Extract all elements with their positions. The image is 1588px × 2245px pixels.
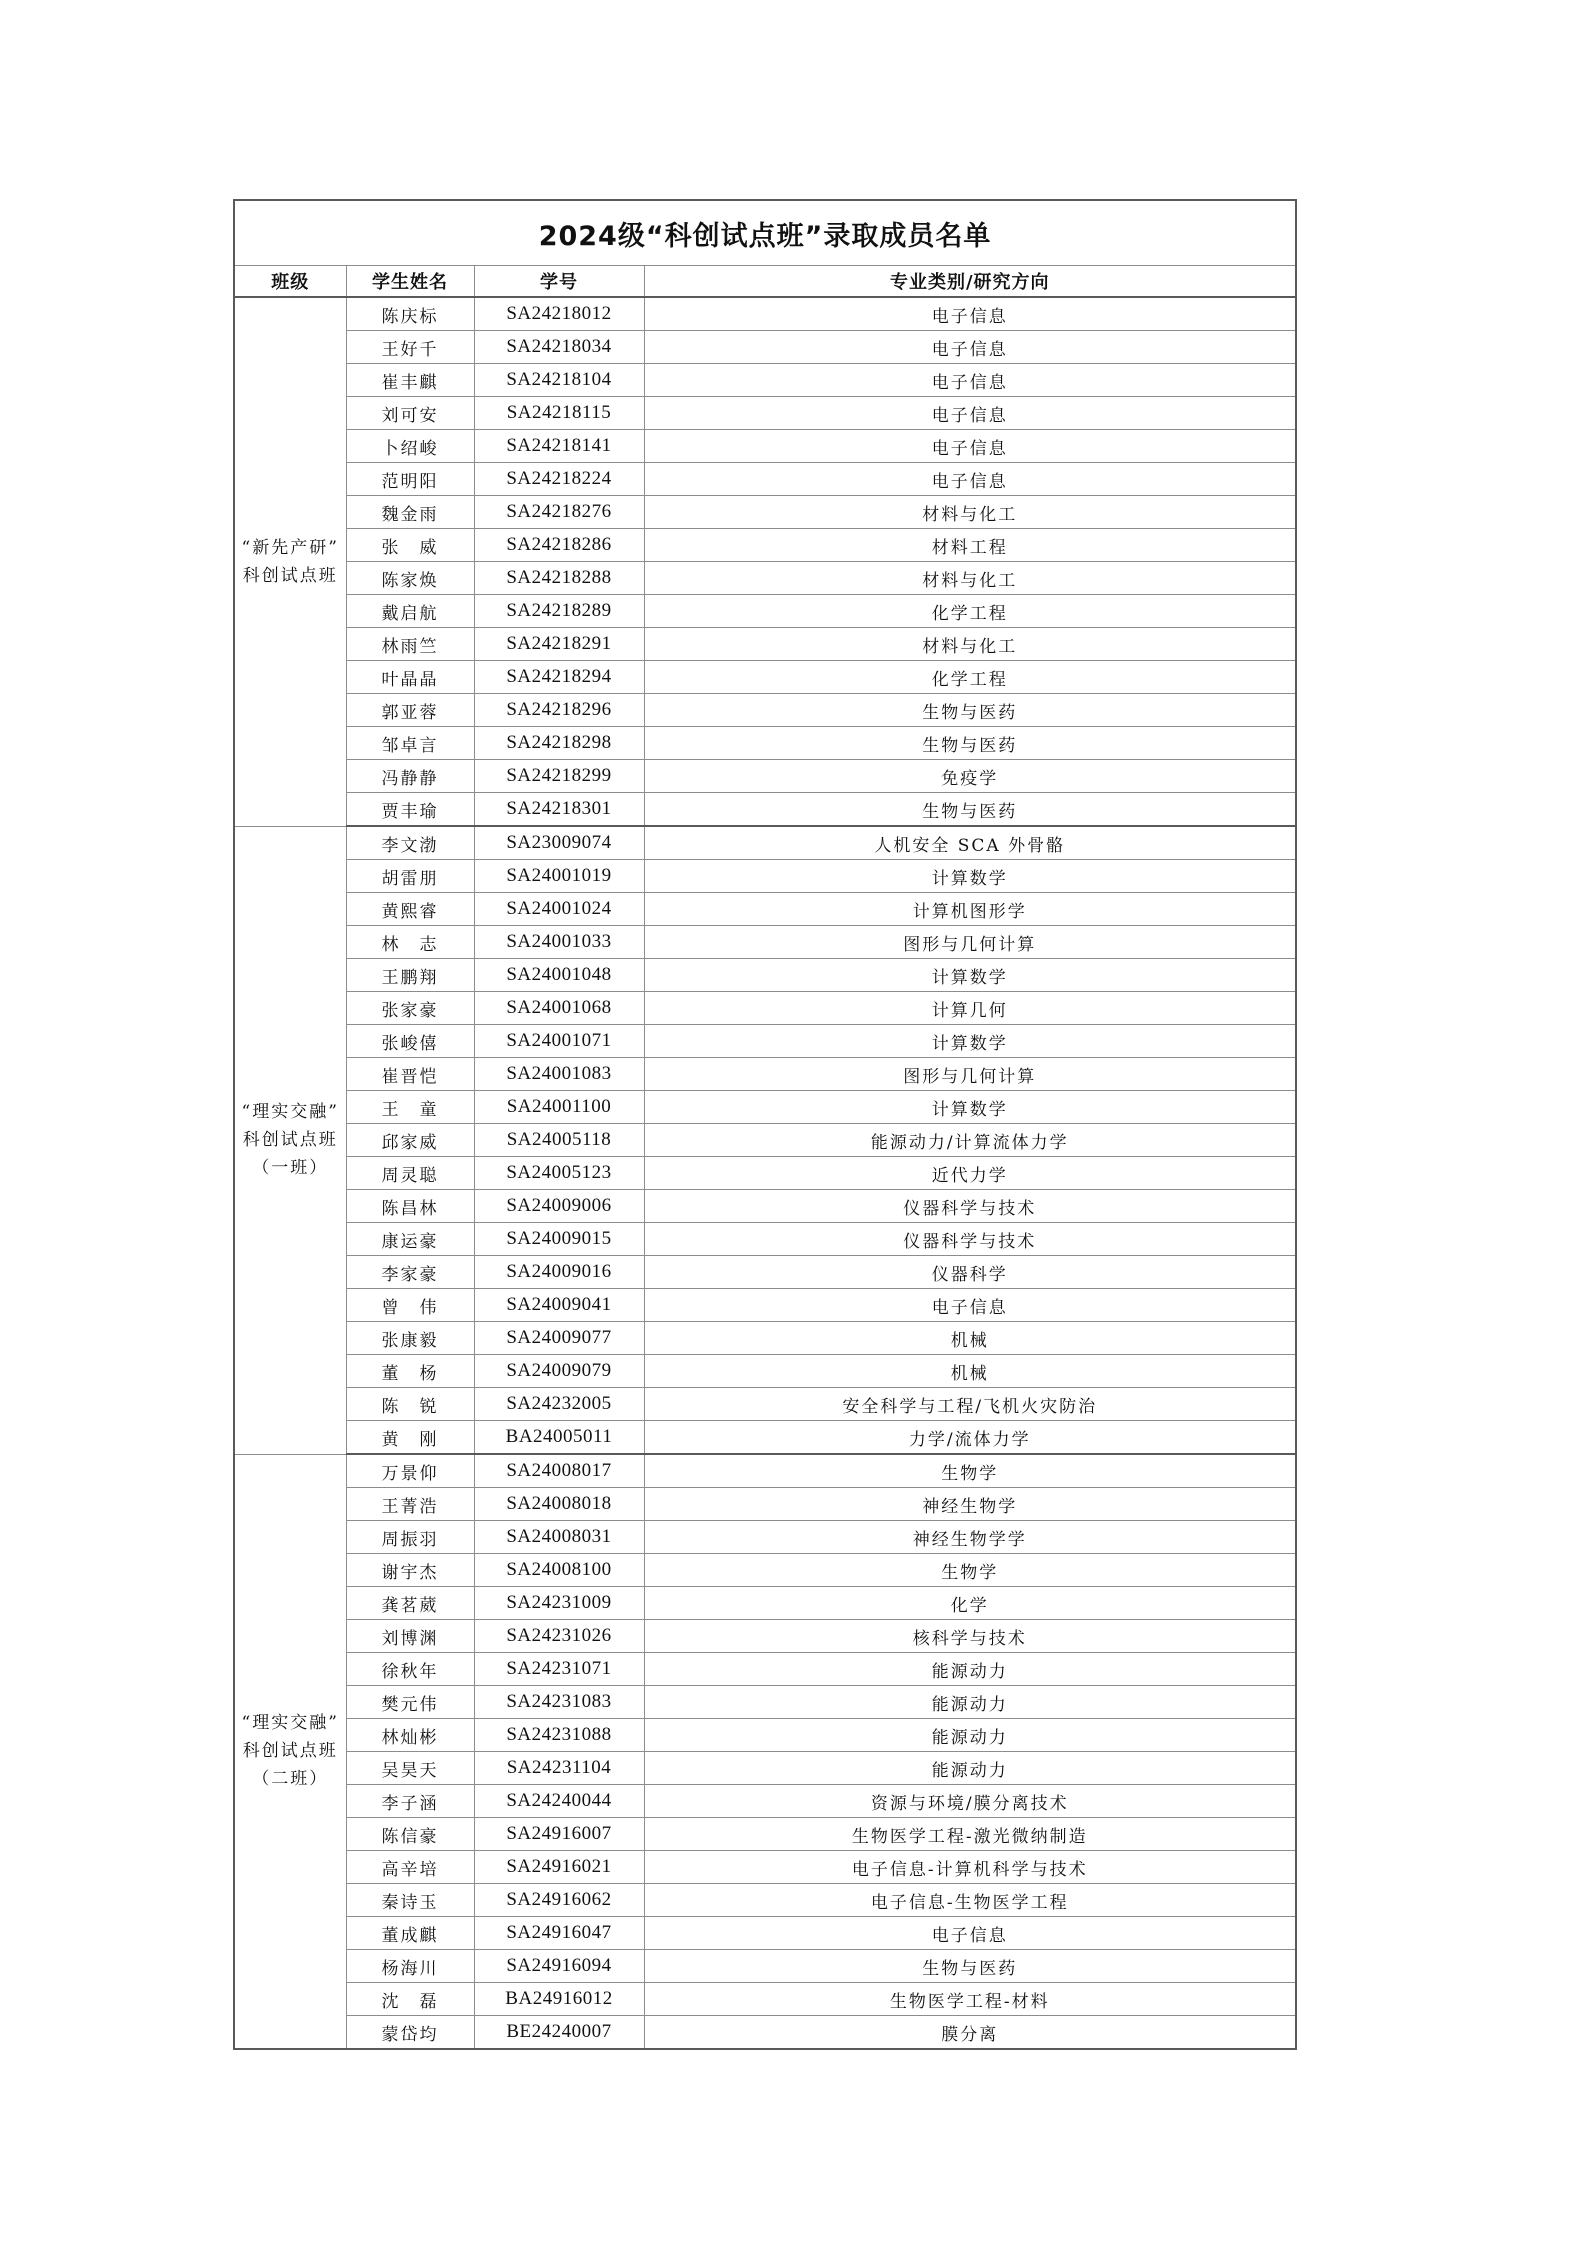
table-row — [234, 1091, 1296, 1124]
student-id-cell: SA24001019 — [474, 860, 644, 893]
table-row — [234, 1058, 1296, 1091]
student-id-cell: SA24218289 — [474, 595, 644, 628]
table-row — [234, 496, 1296, 529]
major-cell: 材料工程 — [644, 529, 1296, 562]
student-id-cell: SA24232005 — [474, 1388, 644, 1421]
class-label-line: “新先产研” — [241, 537, 339, 558]
student-id-cell: SA24008018 — [474, 1488, 644, 1521]
student-name-cell: 崔丰麒 — [346, 364, 474, 397]
major-cell: 能源动力 — [644, 1719, 1296, 1752]
major-cell: 电子信息 — [644, 430, 1296, 463]
table-row — [234, 760, 1296, 793]
major-cell: 安全科学与工程/飞机火灾防治 — [644, 1388, 1296, 1421]
student-name-cell: 陈信豪 — [346, 1818, 474, 1851]
table-row — [234, 331, 1296, 364]
major-cell: 神经生物学学 — [644, 1521, 1296, 1554]
major-cell: 计算数学 — [644, 1025, 1296, 1058]
major-cell: 电子信息-计算机科学与技术 — [644, 1851, 1296, 1884]
student-name-cell: 吴昊天 — [346, 1752, 474, 1785]
class-label-line: （二班） — [252, 1769, 329, 1790]
major-cell: 计算数学 — [644, 959, 1296, 992]
major-cell: 电子信息 — [644, 1289, 1296, 1322]
major-cell: 图形与几何计算 — [644, 926, 1296, 959]
student-name-cell: 邱家威 — [346, 1124, 474, 1157]
table-row — [234, 430, 1296, 463]
table-row — [234, 727, 1296, 760]
table-row — [234, 1322, 1296, 1355]
student-name-cell: 陈家焕 — [346, 562, 474, 595]
student-id-cell: SA24218115 — [474, 397, 644, 430]
student-id-cell: SA24008100 — [474, 1554, 644, 1587]
student-name-cell: 刘博渊 — [346, 1620, 474, 1653]
table-row — [234, 1388, 1296, 1421]
student-name-cell: 魏金雨 — [346, 496, 474, 529]
student-id-cell: SA23009074 — [474, 826, 644, 860]
student-name-cell: 张家豪 — [346, 992, 474, 1025]
student-name-cell: 董成麒 — [346, 1917, 474, 1950]
student-id-cell: SA24916062 — [474, 1884, 644, 1917]
student-name-cell: 张 威 — [346, 529, 474, 562]
major-cell: 电子信息 — [644, 331, 1296, 364]
table-row — [234, 1653, 1296, 1686]
table-row — [234, 926, 1296, 959]
student-id-cell: SA24218141 — [474, 430, 644, 463]
student-id-cell: SA24009077 — [474, 1322, 644, 1355]
student-name-cell: 范明阳 — [346, 463, 474, 496]
major-cell: 计算数学 — [644, 860, 1296, 893]
student-name-cell: 高辛培 — [346, 1851, 474, 1884]
major-cell: 神经生物学 — [644, 1488, 1296, 1521]
student-name-cell: 王鹏翔 — [346, 959, 474, 992]
student-name-cell: 樊元伟 — [346, 1686, 474, 1719]
major-cell: 生物学 — [644, 1554, 1296, 1587]
table-row — [234, 992, 1296, 1025]
header-row — [234, 266, 1296, 298]
student-id-cell: SA24916007 — [474, 1818, 644, 1851]
student-name-cell: 蒙岱均 — [346, 2016, 474, 2050]
student-id-cell: SA24009016 — [474, 1256, 644, 1289]
student-name-cell: 杨海川 — [346, 1950, 474, 1983]
student-id-cell: SA24916021 — [474, 1851, 644, 1884]
student-name-cell: 康运豪 — [346, 1223, 474, 1256]
student-id-cell: BE24240007 — [474, 2016, 644, 2050]
student-id-cell: SA24005123 — [474, 1157, 644, 1190]
student-name-cell: 龚茗葳 — [346, 1587, 474, 1620]
class-label-line: 科创试点班 — [242, 1741, 338, 1762]
table-row — [234, 628, 1296, 661]
table-row — [234, 562, 1296, 595]
class-label-line: “理实交融” — [241, 1102, 339, 1122]
major-cell: 电子信息 — [644, 397, 1296, 430]
student-id-cell: SA24218296 — [474, 694, 644, 727]
class-label-line: “理实交融” — [241, 1713, 339, 1734]
major-cell: 计算数学 — [644, 1091, 1296, 1124]
major-cell: 计算几何 — [644, 992, 1296, 1025]
student-id-cell: SA24001048 — [474, 959, 644, 992]
student-name-cell: 黄熙睿 — [346, 893, 474, 926]
student-name-cell: 刘可安 — [346, 397, 474, 430]
table-row — [234, 1355, 1296, 1388]
table-row — [234, 694, 1296, 727]
major-cell: 材料与化工 — [644, 496, 1296, 529]
student-name-cell: 陈 锐 — [346, 1388, 474, 1421]
major-cell: 能源动力 — [644, 1686, 1296, 1719]
student-name-cell: 林灿彬 — [346, 1719, 474, 1752]
table-row — [234, 1289, 1296, 1322]
student-id-cell: BA24916012 — [474, 1983, 644, 2016]
table-row — [234, 860, 1296, 893]
student-id-cell: SA24231026 — [474, 1620, 644, 1653]
student-name-cell: 周振羽 — [346, 1521, 474, 1554]
table-row — [234, 1124, 1296, 1157]
class-label-line: 科创试点班 — [242, 565, 338, 586]
student-name-cell: 胡雷朋 — [346, 860, 474, 893]
student-name-cell: 陈昌林 — [346, 1190, 474, 1223]
major-cell: 资源与环境/膜分离技术 — [644, 1785, 1296, 1818]
student-id-cell: SA24009015 — [474, 1223, 644, 1256]
table-row — [234, 529, 1296, 562]
major-cell: 近代力学 — [644, 1157, 1296, 1190]
student-name-cell: 王菁浩 — [346, 1488, 474, 1521]
table-row — [234, 793, 1296, 827]
class-group-cell — [234, 1454, 346, 2049]
student-id-cell: SA24218298 — [474, 727, 644, 760]
student-id-cell: SA24009006 — [474, 1190, 644, 1223]
student-id-cell: SA24218276 — [474, 496, 644, 529]
student-name-cell: 万景仰 — [346, 1454, 474, 1488]
member-table-body — [234, 200, 1296, 2049]
student-id-cell: SA24001033 — [474, 926, 644, 959]
class-group-cell — [234, 826, 346, 1454]
major-cell: 力学/流体力学 — [644, 1421, 1296, 1455]
student-name-cell: 李家豪 — [346, 1256, 474, 1289]
student-id-cell: SA24218286 — [474, 529, 644, 562]
major-cell: 膜分离 — [644, 2016, 1296, 2050]
student-id-cell: SA24240044 — [474, 1785, 644, 1818]
major-cell: 能源动力 — [644, 1653, 1296, 1686]
student-name-cell: 李子涵 — [346, 1785, 474, 1818]
column-header-class: 班级 — [234, 266, 346, 298]
major-cell: 核科学与技术 — [644, 1620, 1296, 1653]
student-id-cell: SA24005118 — [474, 1124, 644, 1157]
student-name-cell: 邹卓言 — [346, 727, 474, 760]
major-cell: 机械 — [644, 1355, 1296, 1388]
major-cell: 电子信息 — [644, 364, 1296, 397]
table-row — [234, 1917, 1296, 1950]
major-cell: 仪器科学与技术 — [644, 1190, 1296, 1223]
table-row — [234, 1983, 1296, 2016]
student-name-cell: 戴启航 — [346, 595, 474, 628]
student-name-cell: 周灵聪 — [346, 1157, 474, 1190]
table-row — [234, 397, 1296, 430]
student-name-cell: 王好千 — [346, 331, 474, 364]
major-cell: 人机安全 SCA 外骨骼 — [644, 826, 1296, 860]
table-row — [234, 1454, 1296, 1488]
table-row — [234, 826, 1296, 860]
table-row — [234, 364, 1296, 397]
table-row — [234, 959, 1296, 992]
table-row — [234, 1554, 1296, 1587]
class-label-line: （一班） — [252, 1158, 329, 1178]
table-row — [234, 1884, 1296, 1917]
table-row — [234, 1752, 1296, 1785]
student-id-cell: SA24001083 — [474, 1058, 644, 1091]
major-cell: 材料与化工 — [644, 628, 1296, 661]
major-cell: 生物医学工程-材料 — [644, 1983, 1296, 2016]
student-id-cell: SA24001024 — [474, 893, 644, 926]
major-cell: 仪器科学与技术 — [644, 1223, 1296, 1256]
student-name-cell: 陈庆标 — [346, 297, 474, 331]
major-cell: 化学工程 — [644, 661, 1296, 694]
student-name-cell: 叶晶晶 — [346, 661, 474, 694]
table-row — [234, 1587, 1296, 1620]
student-name-cell: 林 志 — [346, 926, 474, 959]
student-name-cell: 黄 刚 — [346, 1421, 474, 1455]
student-id-cell: SA24009079 — [474, 1355, 644, 1388]
student-id-cell: SA24916047 — [474, 1917, 644, 1950]
column-header-id: 学号 — [474, 266, 644, 298]
table-row — [234, 1421, 1296, 1455]
student-name-cell: 王 童 — [346, 1091, 474, 1124]
class-label-line: 科创试点班 — [242, 1130, 338, 1150]
table-row — [234, 1785, 1296, 1818]
student-id-cell: SA24231009 — [474, 1587, 644, 1620]
admission-table — [233, 199, 1297, 2050]
student-name-cell: 贾丰瑜 — [346, 793, 474, 827]
table-row — [234, 1256, 1296, 1289]
student-id-cell: SA24009041 — [474, 1289, 644, 1322]
student-id-cell: SA24231083 — [474, 1686, 644, 1719]
table-row — [234, 1025, 1296, 1058]
student-name-cell: 郭亚蓉 — [346, 694, 474, 727]
student-id-cell: SA24218299 — [474, 760, 644, 793]
major-cell: 图形与几何计算 — [644, 1058, 1296, 1091]
student-id-cell: SA24218291 — [474, 628, 644, 661]
major-cell: 电子信息 — [644, 297, 1296, 331]
major-cell: 电子信息 — [644, 463, 1296, 496]
table-row — [234, 595, 1296, 628]
table-row — [234, 1719, 1296, 1752]
major-cell: 生物医学工程-激光微纳制造 — [644, 1818, 1296, 1851]
table-row — [234, 1190, 1296, 1223]
table-row — [234, 1488, 1296, 1521]
major-cell: 机械 — [644, 1322, 1296, 1355]
table-row — [234, 1851, 1296, 1884]
student-name-cell: 张峻僖 — [346, 1025, 474, 1058]
student-name-cell: 崔晋恺 — [346, 1058, 474, 1091]
major-cell: 生物与医药 — [644, 727, 1296, 760]
student-name-cell: 谢宇杰 — [346, 1554, 474, 1587]
major-cell: 生物与医药 — [644, 793, 1296, 827]
student-name-cell: 曾 伟 — [346, 1289, 474, 1322]
page-title: 2024级“科创试点班”录取成员名单 — [234, 200, 1296, 266]
student-id-cell: SA24008017 — [474, 1454, 644, 1488]
class-group-cell — [234, 297, 346, 826]
major-cell: 电子信息-生物医学工程 — [644, 1884, 1296, 1917]
student-name-cell: 徐秋年 — [346, 1653, 474, 1686]
student-id-cell: SA24218034 — [474, 331, 644, 364]
table-row — [234, 2016, 1296, 2050]
major-cell: 化学工程 — [644, 595, 1296, 628]
student-id-cell: SA24218288 — [474, 562, 644, 595]
major-cell: 生物学 — [644, 1454, 1296, 1488]
table-row — [234, 1686, 1296, 1719]
student-id-cell: SA24218012 — [474, 297, 644, 331]
student-name-cell: 李文渤 — [346, 826, 474, 860]
student-id-cell: SA24916094 — [474, 1950, 644, 1983]
student-id-cell: SA24001068 — [474, 992, 644, 1025]
table-row — [234, 893, 1296, 926]
student-id-cell: SA24231104 — [474, 1752, 644, 1785]
major-cell: 仪器科学 — [644, 1256, 1296, 1289]
table-row — [234, 463, 1296, 496]
student-id-cell: SA24218224 — [474, 463, 644, 496]
student-id-cell: SA24001100 — [474, 1091, 644, 1124]
major-cell: 免疫学 — [644, 760, 1296, 793]
student-id-cell: SA24218104 — [474, 364, 644, 397]
student-id-cell: SA24218294 — [474, 661, 644, 694]
major-cell: 材料与化工 — [644, 562, 1296, 595]
student-name-cell: 冯静静 — [346, 760, 474, 793]
student-id-cell: SA24231088 — [474, 1719, 644, 1752]
major-cell: 生物与医药 — [644, 694, 1296, 727]
table-row — [234, 1818, 1296, 1851]
major-cell: 生物与医药 — [644, 1950, 1296, 1983]
student-id-cell: SA24008031 — [474, 1521, 644, 1554]
column-header-name: 学生姓名 — [346, 266, 474, 298]
major-cell: 计算机图形学 — [644, 893, 1296, 926]
student-name-cell: 卜绍峻 — [346, 430, 474, 463]
major-cell: 电子信息 — [644, 1917, 1296, 1950]
student-id-cell: SA24218301 — [474, 793, 644, 827]
major-cell: 化学 — [644, 1587, 1296, 1620]
student-name-cell: 沈 磊 — [346, 1983, 474, 2016]
table-row — [234, 1157, 1296, 1190]
table-row — [234, 297, 1296, 331]
major-cell: 能源动力 — [644, 1752, 1296, 1785]
table-row — [234, 1521, 1296, 1554]
student-id-cell: SA24001071 — [474, 1025, 644, 1058]
table-row — [234, 1620, 1296, 1653]
major-cell: 能源动力/计算流体力学 — [644, 1124, 1296, 1157]
student-name-cell: 秦诗玉 — [346, 1884, 474, 1917]
table-row — [234, 1223, 1296, 1256]
student-name-cell: 张康毅 — [346, 1322, 474, 1355]
student-id-cell: BA24005011 — [474, 1421, 644, 1455]
column-header-major: 专业类别/研究方向 — [644, 266, 1296, 298]
student-name-cell: 林雨竺 — [346, 628, 474, 661]
student-id-cell: SA24231071 — [474, 1653, 644, 1686]
table-row — [234, 661, 1296, 694]
table-row — [234, 1950, 1296, 1983]
student-name-cell: 董 杨 — [346, 1355, 474, 1388]
title-row — [234, 200, 1296, 266]
